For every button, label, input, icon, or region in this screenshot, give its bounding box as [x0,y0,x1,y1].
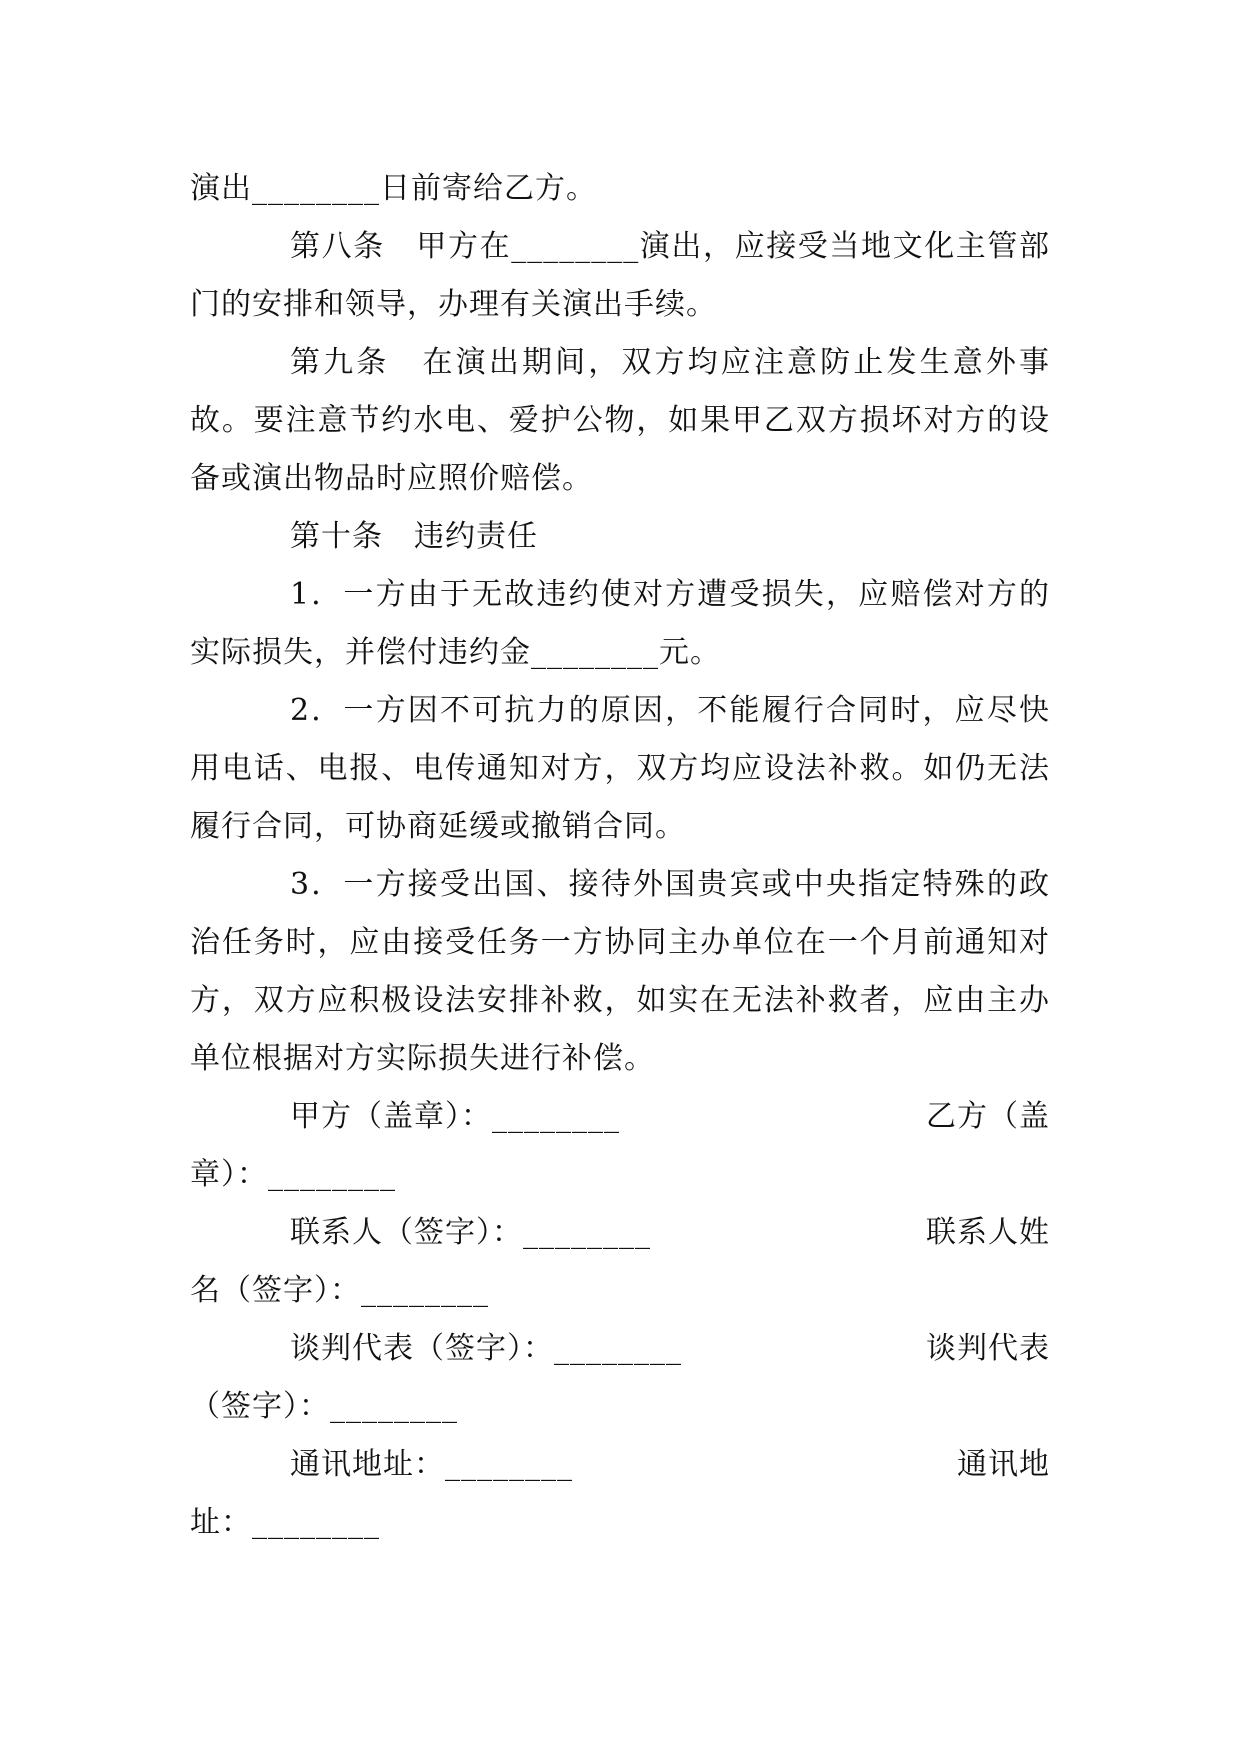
paragraph-clause-3: 3．一方接受出国、接待外国贵宾或中央指定特殊的政治任务时，应由接受任务一方协同主办单位在一个月前通知对方，双方应积极设法安排补救，如实在无法补救者，应由主办单位根据对方实际损失进行补偿。 [190,867,1050,1076]
signature-block-seal [190,1088,1050,1204]
party-b-negotiator-continuation: （签字）：________ [190,1389,458,1424]
signature-block-address [190,1436,1050,1552]
contract-body [190,160,1050,1552]
signature-row [190,1320,1050,1378]
party-a-address-label: 通讯地址：________ [290,1447,573,1482]
party-a-seal-label: 甲方（盖章）：________ [290,1099,620,1134]
signature-block-negotiator [190,1320,1050,1436]
party-b-seal-continuation: 章）：________ [190,1157,396,1192]
paragraph-clause-2: 2．一方因不可抗力的原因，不能履行合同时，应尽快用电话、电报、电传通知对方，双方均应设法补救。如仍无法履行合同，可协商延缓或撤销合同。 [190,693,1050,844]
party-b-negotiator-label: 谈判代表 [926,1331,1050,1366]
party-b-contact-label: 联系人姓 [926,1215,1050,1250]
party-b-seal-label: 乙方（盖 [926,1099,1050,1134]
paragraph-clause-1: 1．一方由于无故违约使对方遭受损失，应赔偿对方的实际损失，并偿付违约金________元。 [190,577,1050,670]
signature-block-contact [190,1204,1050,1320]
party-b-contact-continuation: 名（签字）：________ [190,1273,489,1308]
paragraph-article-9: 第九条 在演出期间，双方均应注意防止发生意外事故。要注意节约水电、爱护公物，如果甲乙双方损坏对方的设备或演出物品时应照价赔偿。 [190,345,1050,496]
paragraph-article-10-heading: 第十条 违约责任 [290,519,538,554]
party-b-address-continuation: 址：________ [190,1505,380,1540]
party-b-address-label: 通讯地 [957,1447,1050,1482]
paragraph-article-8: 第八条 甲方在________演出，应接受当地文化主管部门的安排和领导，办理有关演出手续。 [190,229,1050,322]
paragraph-delivery-date: 演出________日前寄给乙方。 [190,171,597,206]
party-a-negotiator-label: 谈判代表（签字）：________ [290,1331,682,1366]
signature-row [190,1088,1050,1146]
party-a-contact-label: 联系人（签字）：________ [290,1215,651,1250]
signature-row [190,1436,1050,1494]
signature-row [190,1204,1050,1262]
